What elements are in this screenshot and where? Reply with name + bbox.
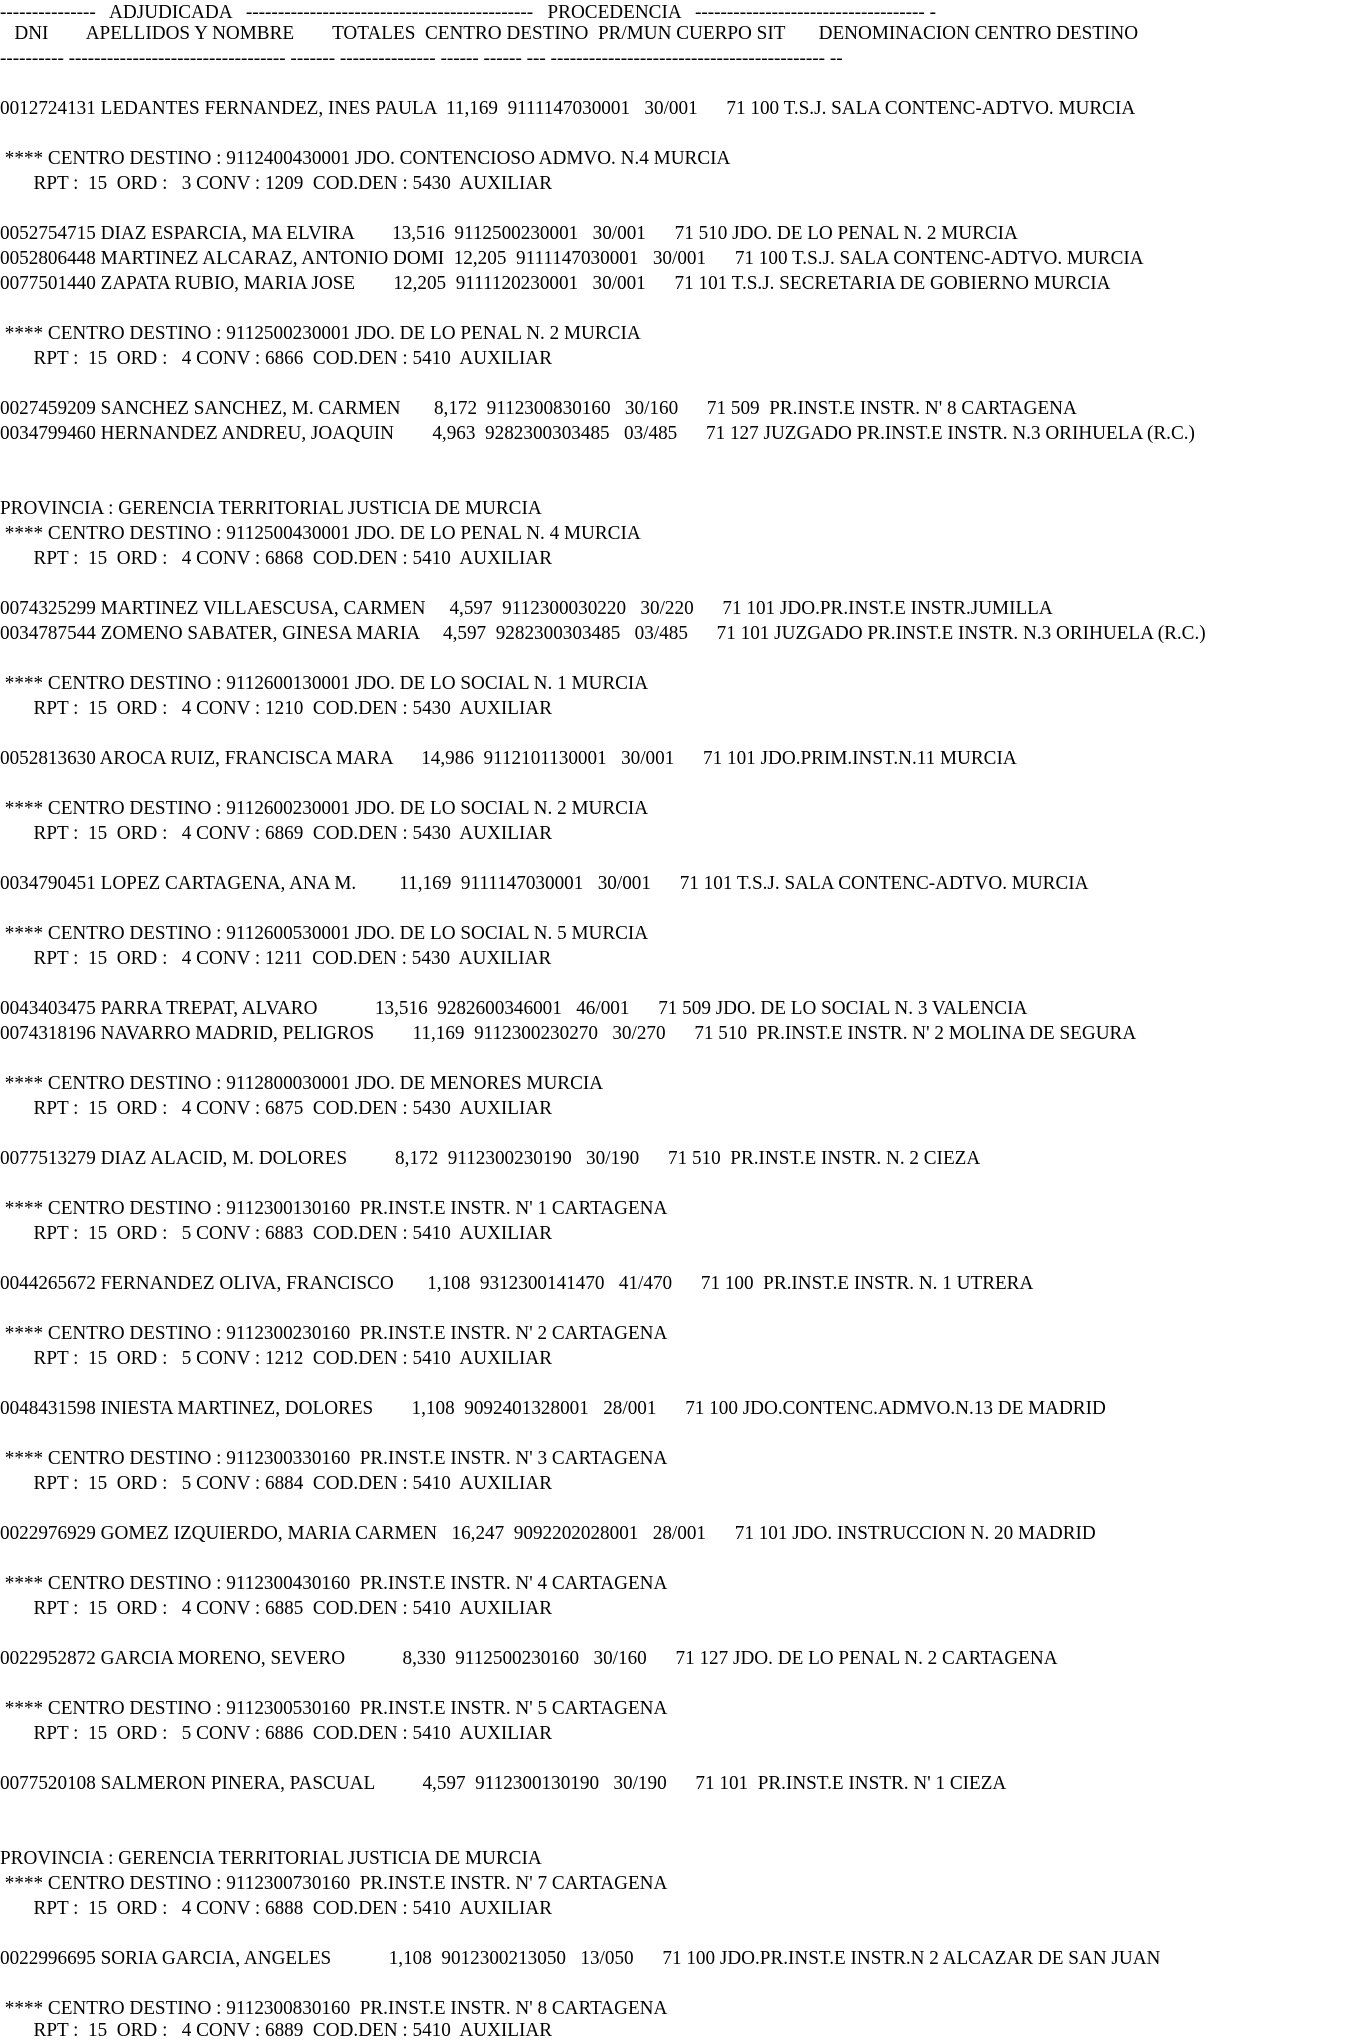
centro-destino-line: **** CENTRO DESTINO : 9112600530001 JDO. DE LO SOCIAL N. 5 MURCIA: [0, 922, 649, 944]
header-columns-line: DNI APELLIDOS Y NOMBRE TOTALES CENTRO DESTINO PR/MUN CUERPO SIT DENOMINACION CENTRO DESTINO: [0, 22, 1139, 44]
provincia-line: PROVINCIA : GERENCIA TERRITORIAL JUSTICIA DE MURCIA: [0, 1847, 542, 1869]
header-underline: ---------- ---------------------------------- ------- --------------- ------ ------ --- ------------------------------------------- --: [0, 47, 843, 69]
rpt-line: RPT : 15 ORD : 5 CONV : 1212 COD.DEN : 5410 AUXILIAR: [0, 1347, 552, 1369]
record-line: 0022996695 SORIA GARCIA, ANGELES 1,108 9012300213050 13/050 71 100 JDO.PR.INST.E INSTR.N 2 ALCAZAR DE SAN JUAN: [0, 1947, 1161, 1969]
centro-destino-line: **** CENTRO DESTINO : 9112300730160 PR.INST.E INSTR. N' 7 CARTAGENA: [0, 1872, 668, 1894]
centro-destino-line: **** CENTRO DESTINO : 9112500230001 JDO. DE LO PENAL N. 2 MURCIA: [0, 322, 641, 344]
rpt-line: RPT : 15 ORD : 3 CONV : 1209 COD.DEN : 5430 AUXILIAR: [0, 172, 552, 194]
centro-destino-line: **** CENTRO DESTINO : 9112300230160 PR.INST.E INSTR. N' 2 CARTAGENA: [0, 1322, 668, 1344]
rpt-line: RPT : 15 ORD : 5 CONV : 6886 COD.DEN : 5410 AUXILIAR: [0, 1722, 552, 1744]
record-line: 0012724131 LEDANTES FERNANDEZ, INES PAULA 11,169 9111147030001 30/001 71 100 T.S.J. SALA CONTENC-ADTVO. MURCIA: [0, 97, 1136, 119]
centro-destino-line: **** CENTRO DESTINO : 9112500430001 JDO. DE LO PENAL N. 4 MURCIA: [0, 522, 641, 544]
centro-destino-line: **** CENTRO DESTINO : 9112800030001 JDO. DE MENORES MURCIA: [0, 1072, 604, 1094]
rpt-line: RPT : 15 ORD : 4 CONV : 6889 COD.DEN : 5410 AUXILIAR: [0, 2019, 552, 2041]
record-line: 0048431598 INIESTA MARTINEZ, DOLORES 1,108 9092401328001 28/001 71 100 JDO.CONTENC.ADMVO.N.13 DE MADRID: [0, 1397, 1106, 1419]
header-dashes-line: --------------- ADJUDICADA --------------------------------------------- PROCEDENCIA ------------------------------------ -: [0, 1, 936, 23]
record-line: 0077520108 SALMERON PINERA, PASCUAL 4,597 9112300130190 30/190 71 101 PR.INST.E INSTR. N' 1 CIEZA: [0, 1772, 1007, 1794]
record-line: 0022952872 GARCIA MORENO, SEVERO 8,330 9112500230160 30/160 71 127 JDO. DE LO PENAL N. 2 CARTAGENA: [0, 1647, 1058, 1669]
rpt-line: RPT : 15 ORD : 4 CONV : 6885 COD.DEN : 5410 AUXILIAR: [0, 1597, 552, 1619]
centro-destino-line: **** CENTRO DESTINO : 9112600230001 JDO. DE LO SOCIAL N. 2 MURCIA: [0, 797, 649, 819]
record-line: 0034787544 ZOMENO SABATER, GINESA MARIA 4,597 9282300303485 03/485 71 101 JUZGADO PR.INST.E INSTR. N.3 ORIHUELA (R.C.): [0, 622, 1206, 644]
record-line: 0022976929 GOMEZ IZQUIERDO, MARIA CARMEN 16,247 9092202028001 28/001 71 101 JDO. INSTRUCCION N. 20 MADRID: [0, 1522, 1096, 1544]
centro-destino-line: **** CENTRO DESTINO : 9112600130001 JDO. DE LO SOCIAL N. 1 MURCIA: [0, 672, 649, 694]
rpt-line: RPT : 15 ORD : 4 CONV : 6875 COD.DEN : 5430 AUXILIAR: [0, 1097, 552, 1119]
record-line: 0052806448 MARTINEZ ALCARAZ, ANTONIO DOMI 12,205 9111147030001 30/001 71 100 T.S.J. SALA CONTENC-ADTVO. MURCIA: [0, 247, 1144, 269]
centro-destino-line: **** CENTRO DESTINO : 9112300130160 PR.INST.E INSTR. N' 1 CARTAGENA: [0, 1197, 668, 1219]
centro-destino-line: **** CENTRO DESTINO : 9112300430160 PR.INST.E INSTR. N' 4 CARTAGENA: [0, 1572, 668, 1594]
record-line: 0077513279 DIAZ ALACID, M. DOLORES 8,172 9112300230190 30/190 71 510 PR.INST.E INSTR. N. 2 CIEZA: [0, 1147, 981, 1169]
centro-destino-line: **** CENTRO DESTINO : 9112300830160 PR.INST.E INSTR. N' 8 CARTAGENA: [0, 1997, 668, 2019]
provincia-line: PROVINCIA : GERENCIA TERRITORIAL JUSTICIA DE MURCIA: [0, 497, 542, 519]
record-line: 0044265672 FERNANDEZ OLIVA, FRANCISCO 1,108 9312300141470 41/470 71 100 PR.INST.E INSTR. N. 1 UTRERA: [0, 1272, 1034, 1294]
record-line: 0074318196 NAVARRO MADRID, PELIGROS 11,169 9112300230270 30/270 71 510 PR.INST.E INSTR. N' 2 MOLINA DE SEGURA: [0, 1022, 1137, 1044]
record-line: 0052754715 DIAZ ESPARCIA, MA ELVIRA 13,516 9112500230001 30/001 71 510 JDO. DE LO PENAL N. 2 MURCIA: [0, 222, 1018, 244]
record-line: 0034799460 HERNANDEZ ANDREU, JOAQUIN 4,963 9282300303485 03/485 71 127 JUZGADO PR.INST.E INSTR. N.3 ORIHUELA (R.C.): [0, 422, 1195, 444]
record-line: 0034790451 LOPEZ CARTAGENA, ANA M. 11,169 9111147030001 30/001 71 101 T.S.J. SALA CONTENC-ADTVO. MURCIA: [0, 872, 1089, 894]
rpt-line: RPT : 15 ORD : 4 CONV : 6866 COD.DEN : 5410 AUXILIAR: [0, 347, 552, 369]
centro-destino-line: **** CENTRO DESTINO : 9112400430001 JDO. CONTENCIOSO ADMVO. N.4 MURCIA: [0, 147, 731, 169]
rpt-line: RPT : 15 ORD : 4 CONV : 6868 COD.DEN : 5410 AUXILIAR: [0, 547, 552, 569]
record-line: 0027459209 SANCHEZ SANCHEZ, M. CARMEN 8,172 9112300830160 30/160 71 509 PR.INST.E INSTR. N' 8 CARTAGENA: [0, 397, 1077, 419]
rpt-line: RPT : 15 ORD : 4 CONV : 1210 COD.DEN : 5430 AUXILIAR: [0, 697, 552, 719]
centro-destino-line: **** CENTRO DESTINO : 9112300530160 PR.INST.E INSTR. N' 5 CARTAGENA: [0, 1697, 668, 1719]
record-line: 0077501440 ZAPATA RUBIO, MARIA JOSE 12,205 9111120230001 30/001 71 101 T.S.J. SECRETARIA DE GOBIERNO MURCIA: [0, 272, 1111, 294]
record-line: 0074325299 MARTINEZ VILLAESCUSA, CARMEN 4,597 9112300030220 30/220 71 101 JDO.PR.INST.E INSTR.JUMILLA: [0, 597, 1053, 619]
record-line: 0052813630 AROCA RUIZ, FRANCISCA MARA 14,986 9112101130001 30/001 71 101 JDO.PRIM.INST.N.11 MURCIA: [0, 747, 1017, 769]
rpt-line: RPT : 15 ORD : 4 CONV : 6869 COD.DEN : 5430 AUXILIAR: [0, 822, 552, 844]
rpt-line: RPT : 15 ORD : 4 CONV : 1211 COD.DEN : 5430 AUXILIAR: [0, 947, 552, 969]
rpt-line: RPT : 15 ORD : 5 CONV : 6883 COD.DEN : 5410 AUXILIAR: [0, 1222, 552, 1244]
centro-destino-line: **** CENTRO DESTINO : 9112300330160 PR.INST.E INSTR. N' 3 CARTAGENA: [0, 1447, 668, 1469]
record-line: 0043403475 PARRA TREPAT, ALVARO 13,516 9282600346001 46/001 71 509 JDO. DE LO SOCIAL N. 3 VALENCIA: [0, 997, 1028, 1019]
rpt-line: RPT : 15 ORD : 4 CONV : 6888 COD.DEN : 5410 AUXILIAR: [0, 1897, 552, 1919]
rpt-line: RPT : 15 ORD : 5 CONV : 6884 COD.DEN : 5410 AUXILIAR: [0, 1472, 552, 1494]
